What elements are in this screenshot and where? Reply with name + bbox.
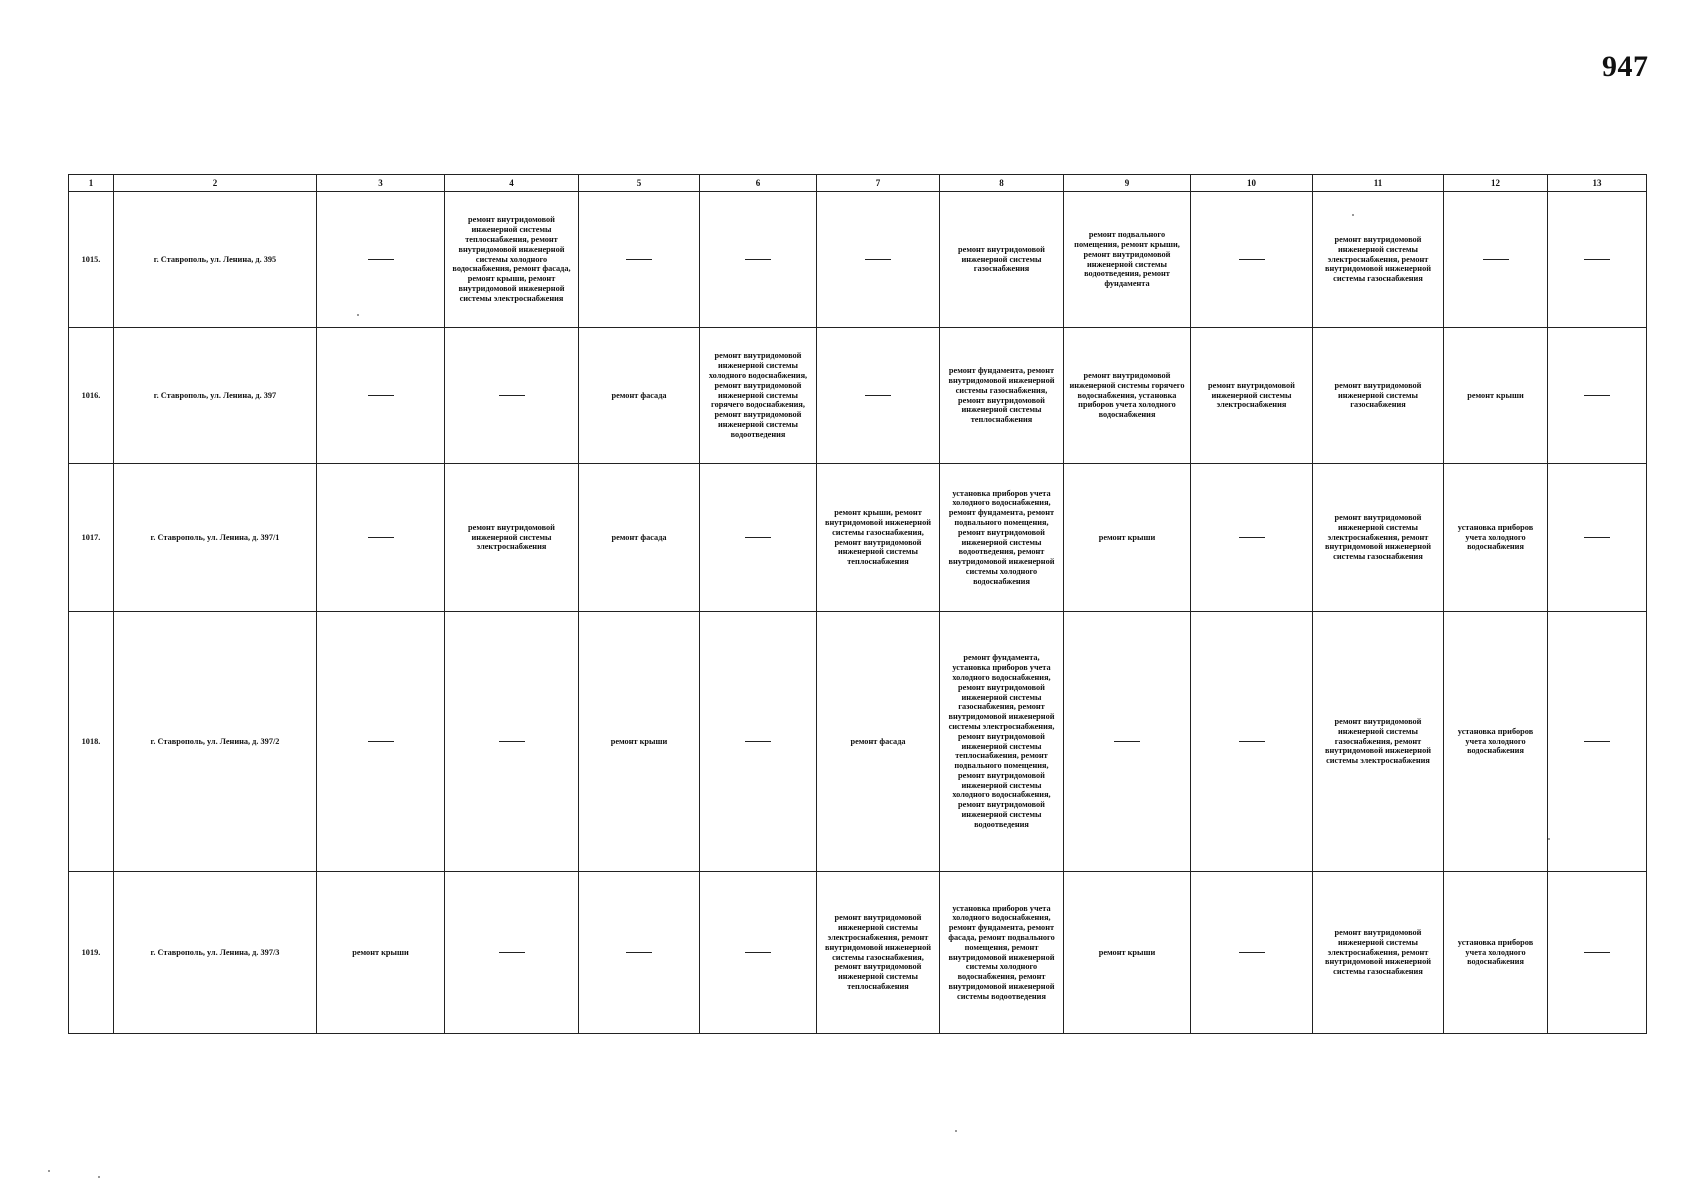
work-cell: установка приборов учета холодного водоснабжения <box>1444 612 1548 872</box>
work-cell: ремонт фасада <box>817 612 940 872</box>
table-row <box>69 612 1647 872</box>
column-number: 7 <box>817 175 940 192</box>
work-cell <box>700 464 817 612</box>
row-number: 1019. <box>69 872 114 1034</box>
row-number: 1017. <box>69 464 114 612</box>
empty-dash <box>626 259 652 260</box>
work-cell: ремонт внутридомовой инженерной системы теплоснабжения, ремонт внутридомовой инженерной системы холодного водоснабжения, ремонт фасада, ремонт крыши, ремонт внутридомовой инженерной системы электроснабжения <box>445 192 579 328</box>
address-cell: г. Ставрополь, ул. Ленина, д. 397/3 <box>114 872 317 1034</box>
empty-dash <box>1483 259 1509 260</box>
empty-dash <box>499 741 525 742</box>
scan-speck <box>48 1170 50 1172</box>
empty-dash <box>626 952 652 953</box>
work-cell <box>1548 464 1647 612</box>
empty-dash <box>1239 537 1265 538</box>
work-cell: ремонт внутридомовой инженерной системы электроснабжения, ремонт внутридомовой инженерной системы газоснабжения <box>1313 192 1444 328</box>
empty-dash <box>368 259 394 260</box>
work-cell: ремонт крыши, ремонт внутридомовой инженерной системы газоснабжения, ремонт внутридомовой инженерной системы теплоснабжения <box>817 464 940 612</box>
empty-dash <box>368 537 394 538</box>
work-cell: ремонт крыши <box>1064 464 1191 612</box>
empty-dash <box>865 259 891 260</box>
row-number: 1015. <box>69 192 114 328</box>
work-cell <box>1548 328 1647 464</box>
work-cell: ремонт крыши <box>1064 872 1191 1034</box>
empty-dash <box>1239 952 1265 953</box>
work-cell <box>317 464 445 612</box>
work-cell <box>1064 612 1191 872</box>
column-number-row <box>69 175 1647 192</box>
table-row <box>69 872 1647 1034</box>
table-body <box>69 192 1647 1034</box>
empty-dash <box>745 259 771 260</box>
empty-dash <box>1114 741 1140 742</box>
work-cell: ремонт подвального помещения, ремонт крыши, ремонт внутридомовой инженерной системы водоотведения, ремонт фундамента <box>1064 192 1191 328</box>
empty-dash <box>745 952 771 953</box>
scan-speck <box>955 1130 957 1132</box>
address-cell: г. Ставрополь, ул. Ленина, д. 397 <box>114 328 317 464</box>
empty-dash <box>368 395 394 396</box>
scan-speck <box>1352 214 1354 216</box>
work-cell <box>1191 612 1313 872</box>
work-cell: установка приборов учета холодного водоснабжения <box>1444 464 1548 612</box>
work-cell <box>700 872 817 1034</box>
empty-dash <box>1584 395 1610 396</box>
capital-repair-table <box>68 174 1647 1034</box>
work-cell <box>579 192 700 328</box>
column-number: 10 <box>1191 175 1313 192</box>
table-row <box>69 192 1647 328</box>
empty-dash <box>499 952 525 953</box>
work-cell <box>700 612 817 872</box>
work-cell: ремонт внутридомовой инженерной системы газоснабжения, ремонт внутридомовой инженерной системы электроснабжения <box>1313 612 1444 872</box>
work-cell <box>1548 872 1647 1034</box>
column-number: 8 <box>940 175 1064 192</box>
column-number: 12 <box>1444 175 1548 192</box>
empty-dash <box>1239 259 1265 260</box>
empty-dash <box>1584 952 1610 953</box>
work-cell <box>817 328 940 464</box>
work-cell <box>1191 192 1313 328</box>
work-cell <box>579 872 700 1034</box>
work-cell <box>700 192 817 328</box>
column-number: 11 <box>1313 175 1444 192</box>
work-cell: ремонт фундамента, ремонт внутридомовой инженерной системы газоснабжения, ремонт внутридомовой инженерной системы теплоснабжения <box>940 328 1064 464</box>
work-cell: ремонт крыши <box>579 612 700 872</box>
work-cell: установка приборов учета холодного водоснабжения, ремонт фундамента, ремонт подвального помещения, ремонт внутридомовой инженерной системы водоотведения, ремонт внутридомовой инженерной системы холодного водоснабжения <box>940 464 1064 612</box>
page-number: 947 <box>1602 50 1649 83</box>
row-number: 1018. <box>69 612 114 872</box>
work-cell <box>317 192 445 328</box>
work-cell <box>1548 192 1647 328</box>
work-cell: ремонт фасада <box>579 464 700 612</box>
address-cell: г. Ставрополь, ул. Ленина, д. 397/2 <box>114 612 317 872</box>
column-number: 4 <box>445 175 579 192</box>
work-cell: ремонт внутридомовой инженерной системы горячего водоснабжения, установка приборов учета холодного водоснабжения <box>1064 328 1191 464</box>
row-number: 1016. <box>69 328 114 464</box>
column-number: 9 <box>1064 175 1191 192</box>
work-cell <box>445 328 579 464</box>
work-cell <box>1548 612 1647 872</box>
work-cell <box>317 328 445 464</box>
empty-dash <box>745 537 771 538</box>
work-cell: ремонт крыши <box>317 872 445 1034</box>
work-cell: ремонт крыши <box>1444 328 1548 464</box>
address-cell: г. Ставрополь, ул. Ленина, д. 397/1 <box>114 464 317 612</box>
address-cell: г. Ставрополь, ул. Ленина, д. 395 <box>114 192 317 328</box>
scan-speck <box>357 314 359 316</box>
work-cell <box>817 192 940 328</box>
work-cell: ремонт фасада <box>579 328 700 464</box>
empty-dash <box>865 395 891 396</box>
table-row <box>69 328 1647 464</box>
column-number: 13 <box>1548 175 1647 192</box>
empty-dash <box>368 741 394 742</box>
work-cell: ремонт внутридомовой инженерной системы холодного водоснабжения, ремонт внутридомовой инженерной системы горячего водоснабжения, ремонт внутридомовой инженерной системы водоотведения <box>700 328 817 464</box>
column-number: 2 <box>114 175 317 192</box>
column-number: 1 <box>69 175 114 192</box>
work-cell <box>1191 872 1313 1034</box>
empty-dash <box>745 741 771 742</box>
empty-dash <box>1584 741 1610 742</box>
work-cell <box>445 612 579 872</box>
empty-dash <box>1239 741 1265 742</box>
column-number: 3 <box>317 175 445 192</box>
work-cell: ремонт внутридомовой инженерной системы электроснабжения <box>1191 328 1313 464</box>
work-cell: ремонт внутридомовой инженерной системы электроснабжения, ремонт внутридомовой инженерной системы газоснабжения, ремонт внутридомовой инженерной системы теплоснабжения <box>817 872 940 1034</box>
empty-dash <box>499 395 525 396</box>
work-cell: ремонт внутридомовой инженерной системы электроснабжения, ремонт внутридомовой инженерной системы газоснабжения <box>1313 872 1444 1034</box>
table-row <box>69 464 1647 612</box>
work-cell: установка приборов учета холодного водоснабжения <box>1444 872 1548 1034</box>
work-cell <box>317 612 445 872</box>
scan-speck <box>1548 838 1550 840</box>
column-number: 6 <box>700 175 817 192</box>
scan-speck <box>98 1176 100 1178</box>
work-cell: ремонт внутридомовой инженерной системы газоснабжения <box>1313 328 1444 464</box>
work-cell: ремонт внутридомовой инженерной системы газоснабжения <box>940 192 1064 328</box>
work-cell: установка приборов учета холодного водоснабжения, ремонт фундамента, ремонт фасада, ремонт подвального помещения, ремонт внутридомовой инженерной системы холодного водоснабжения, ремонт внутридомовой инженерной системы водоотведения <box>940 872 1064 1034</box>
work-cell: ремонт фундамента, установка приборов учета холодного водоснабжения, ремонт внутридомовой инженерной системы газоснабжения, ремонт внутридомовой инженерной системы электроснабжения, ремонт внутридомовой инженерной системы теплоснабжения, ремонт подвального помещения, ремонт внутридомовой инженерной системы холодного водоснабжения, ремонт внутридомовой инженерной системы водоотведения <box>940 612 1064 872</box>
column-number: 5 <box>579 175 700 192</box>
work-cell <box>1444 192 1548 328</box>
empty-dash <box>1584 537 1610 538</box>
work-cell: ремонт внутридомовой инженерной системы электроснабжения, ремонт внутридомовой инженерной системы газоснабжения <box>1313 464 1444 612</box>
work-cell <box>1191 464 1313 612</box>
empty-dash <box>1584 259 1610 260</box>
work-cell: ремонт внутридомовой инженерной системы электроснабжения <box>445 464 579 612</box>
work-cell <box>445 872 579 1034</box>
